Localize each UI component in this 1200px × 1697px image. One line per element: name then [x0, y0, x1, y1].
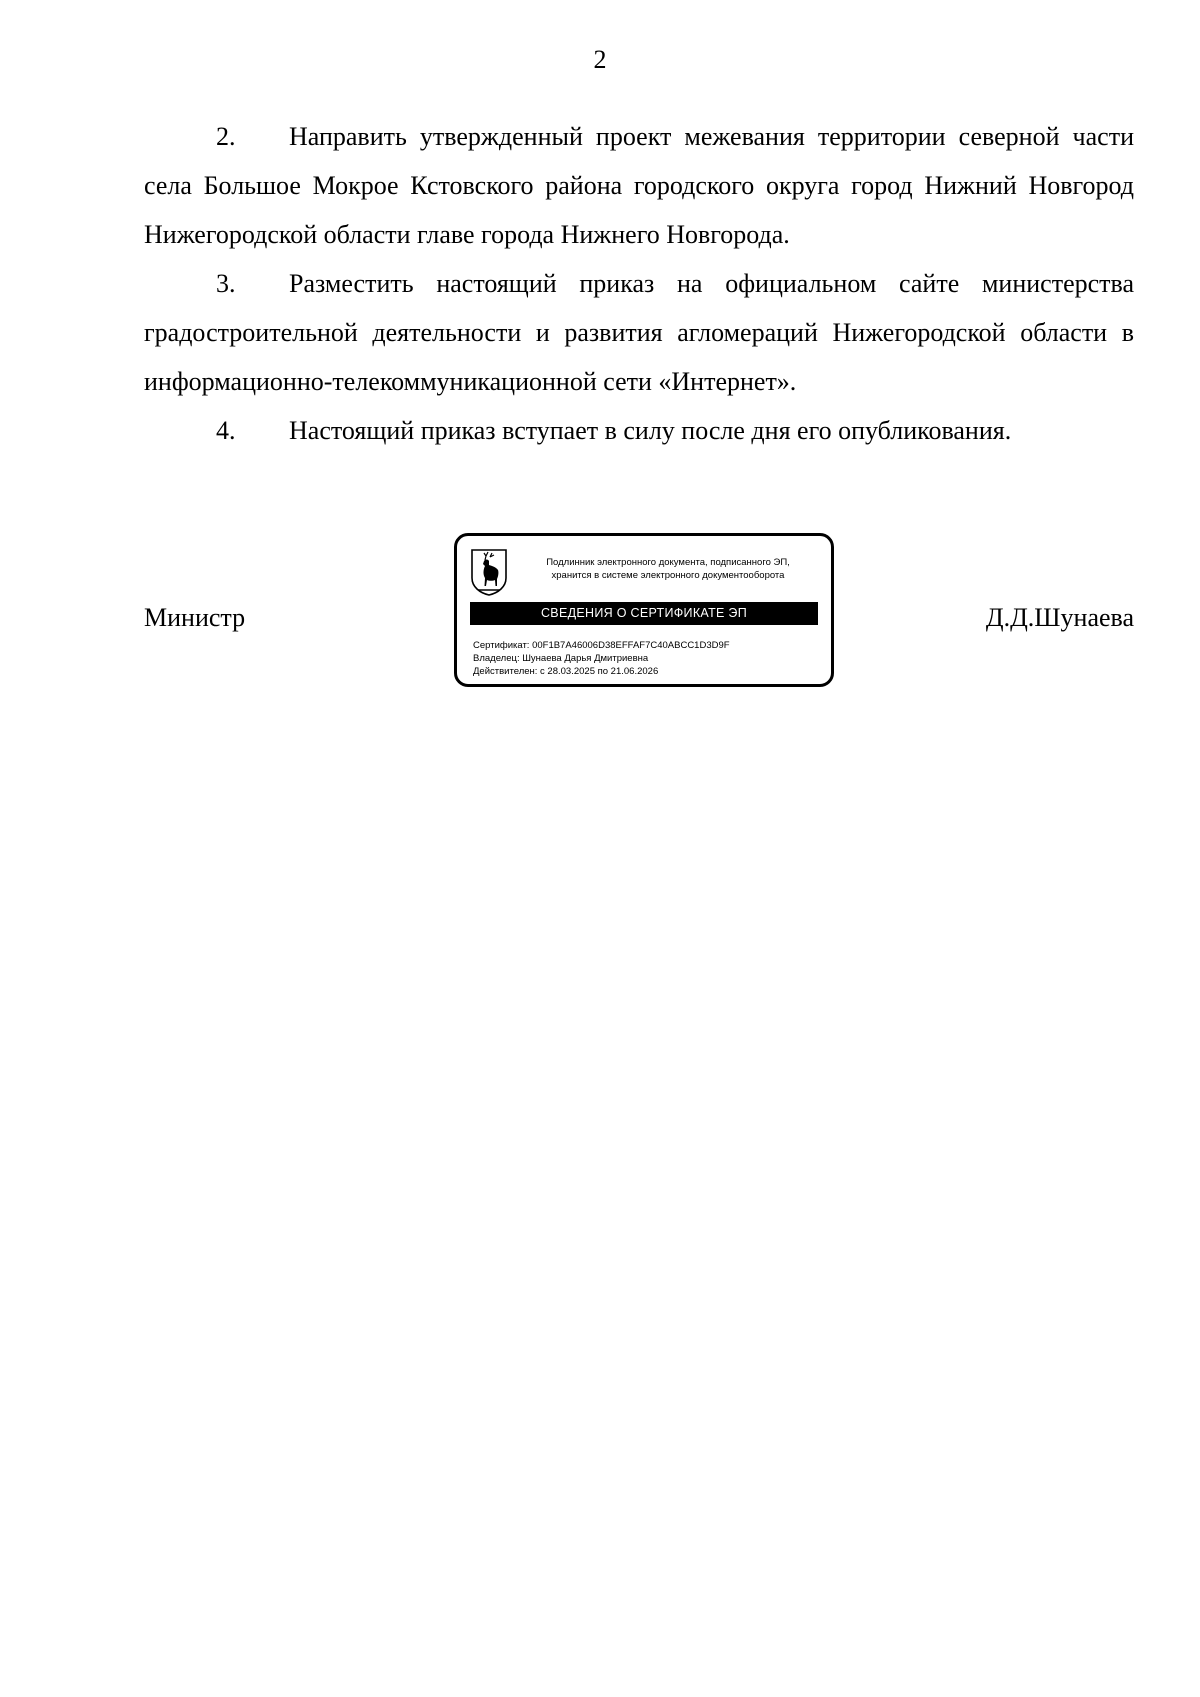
paragraph-text: Настоящий приказ вступает в силу после дня его опубликования.	[289, 416, 1012, 445]
stamp-note-line: хранится в системе электронного документооборота	[551, 570, 785, 581]
certificate-details	[473, 639, 823, 678]
deer-coat-of-arms-icon	[470, 548, 508, 596]
electronic-signature-stamp	[454, 533, 834, 687]
stamp-note-line: Подлинник электронного документа, подписанного ЭП,	[546, 557, 790, 568]
signature-block	[144, 533, 1134, 693]
paragraph-text: Разместить настоящий приказ на официальном сайте министерства градостроительной деятельности и развития агломераций Нижегородской области в информационно-телекоммуникационной сети «Интернет».	[144, 269, 1134, 396]
document-body	[144, 112, 1134, 455]
paragraph-number: 4.	[216, 416, 236, 445]
paragraph-number: 3.	[216, 269, 236, 298]
certificate-validity: Действителен: с 28.03.2025 по 21.06.2026	[473, 666, 659, 677]
signer-position: Министр	[144, 603, 246, 632]
stamp-header: СВЕДЕНИЯ О СЕРТИФИКАТЕ ЭП	[470, 602, 818, 625]
certificate-owner: Владелец: Шунаева Дарья Дмитриевна	[473, 653, 649, 664]
numbered-paragraph	[144, 406, 1134, 455]
paragraph-text: Направить утвержденный проект межевания территории северной части села Большое Мокрое Кстовского района городского округа город Нижний Новгород Нижегородской области главе города Нижнего Новгорода.	[144, 122, 1134, 249]
certificate-number: Сертификат: 00F1B7A46006D38EFFAF7C40ABCC1D3D9F	[473, 640, 730, 651]
signer-name: Д.Д.Шунаева	[985, 603, 1134, 632]
numbered-paragraph	[144, 259, 1134, 406]
stamp-note	[517, 556, 819, 582]
paragraph-number: 2.	[216, 122, 236, 151]
page-number: 2	[593, 45, 607, 74]
numbered-paragraph	[144, 112, 1134, 259]
